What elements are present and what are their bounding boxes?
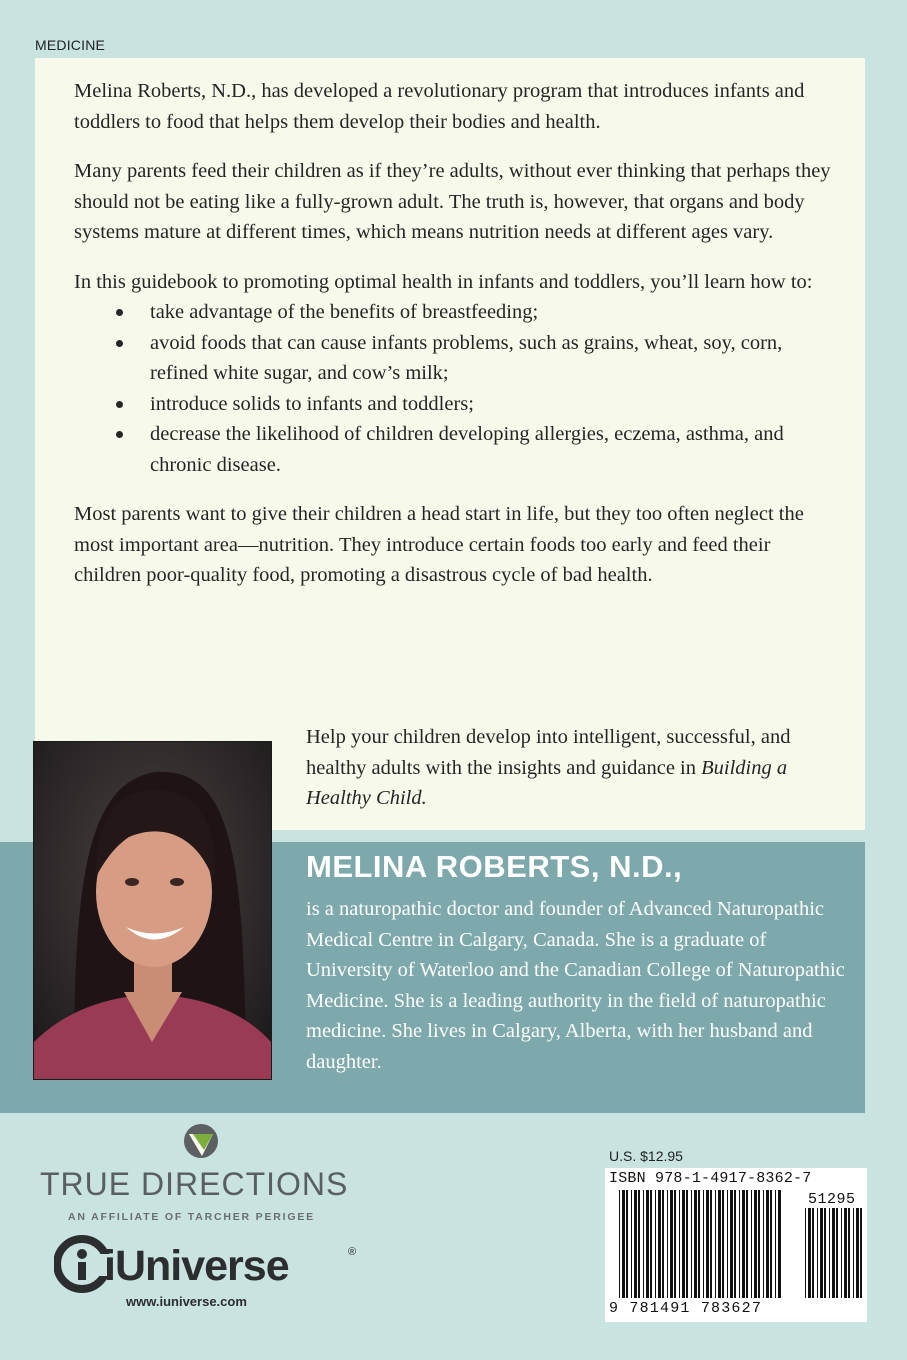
publisher-name: iUniverse xyxy=(104,1242,289,1290)
barcode-bar xyxy=(812,1208,814,1298)
true-directions-logo-icon xyxy=(182,1122,220,1160)
barcode-bar xyxy=(841,1208,842,1298)
barcode-bar xyxy=(715,1190,716,1298)
barcode-bar xyxy=(722,1190,724,1298)
barcode-bar xyxy=(805,1208,806,1298)
barcode-bar xyxy=(706,1190,709,1298)
registered-mark: ® xyxy=(348,1246,357,1258)
ean-number: 9 781491 783627 xyxy=(609,1300,763,1317)
barcode-bar xyxy=(754,1190,757,1298)
addon-number: 51295 xyxy=(808,1191,856,1208)
barcode-bar xyxy=(820,1208,823,1298)
barcode-bar xyxy=(751,1190,752,1298)
closing-paragraph xyxy=(306,722,846,814)
author-photo xyxy=(33,741,272,1080)
publisher-url[interactable]: www.iuniverse.com xyxy=(126,1294,247,1309)
barcode-bar xyxy=(698,1190,700,1298)
barcode-bar xyxy=(775,1190,776,1298)
barcode-bar xyxy=(836,1208,838,1298)
learn-how-paragraph: In this guidebook to promoting optimal health in infants and toddlers, you’ll learn how to: xyxy=(74,270,813,293)
barcode-bar xyxy=(646,1190,649,1298)
barcode-bar xyxy=(763,1190,764,1298)
description-body xyxy=(74,76,834,610)
barcode-bar xyxy=(856,1208,859,1298)
barcode-bar xyxy=(742,1190,745,1298)
barcode-bar xyxy=(631,1190,632,1298)
barcode-bar xyxy=(718,1190,721,1298)
barcode-bar xyxy=(634,1190,637,1298)
list-item: introduce solids to infants and toddlers; xyxy=(116,389,834,420)
parents-paragraph: Many parents feed their children as if they’re adults, without ever thinking that perhaps they should not be eating like a fully-grown adult. The truth is, however, that organs and body systems mature at different times, which means nutrition needs at different ages vary. xyxy=(74,160,831,243)
barcode-bar xyxy=(734,1190,736,1298)
barcode-bar xyxy=(778,1190,781,1298)
list-item: take advantage of the benefits of breastfeeding; xyxy=(116,297,834,328)
barcode-bar xyxy=(655,1190,656,1298)
barcode-bar xyxy=(829,1208,830,1298)
barcode-bar xyxy=(727,1190,728,1298)
barcode xyxy=(605,1168,867,1322)
barcode-bar xyxy=(703,1190,704,1298)
isbn-number: ISBN 978-1-4917-8362-7 xyxy=(609,1170,812,1187)
imprint-affiliate: AN AFFILIATE OF TARCHER PERIGEE xyxy=(68,1211,315,1223)
barcode-bar xyxy=(860,1208,862,1298)
barcode-bar xyxy=(650,1190,652,1298)
barcode-bar xyxy=(710,1190,712,1298)
barcode-bar xyxy=(766,1190,769,1298)
learn-list xyxy=(74,297,834,480)
barcode-bar xyxy=(853,1208,854,1298)
barcode-bar xyxy=(682,1190,685,1298)
publisher-logos xyxy=(40,1122,370,1322)
barcode-bar xyxy=(667,1190,668,1298)
barcode-bar xyxy=(694,1190,697,1298)
barcode-bar xyxy=(844,1208,847,1298)
imprint-name: TRUE DIRECTIONS xyxy=(40,1166,349,1202)
barcode-bar xyxy=(662,1190,664,1298)
barcode-bar xyxy=(730,1190,733,1298)
head-start-paragraph: Most parents want to give their children a head start in life, but they too often neglect the most important area—nutrition. They introduce certain foods too early and feed their children poor-quality food, promoting a disastrous cycle of bad health. xyxy=(74,503,804,586)
barcode-bar xyxy=(832,1208,835,1298)
barcode-bar xyxy=(746,1190,748,1298)
category-label: MEDICINE xyxy=(35,37,106,53)
barcode-bar xyxy=(808,1208,811,1298)
barcode-bar xyxy=(622,1190,625,1298)
author-name: MELINA ROBERTS, N.D., xyxy=(306,849,683,884)
list-item: decrease the likelihood of children developing allergies, eczema, asthma, and chronic disease. xyxy=(116,419,834,480)
list-item: avoid foods that can cause infants problems, such as grains, wheat, soy, corn, refined white sugar, and cow’s milk; xyxy=(116,328,834,389)
barcode-bar xyxy=(679,1190,680,1298)
barcode-bar xyxy=(619,1190,620,1298)
barcode-bar xyxy=(643,1190,644,1298)
barcode-bar xyxy=(670,1190,673,1298)
barcode-bar xyxy=(817,1208,818,1298)
price: U.S. $12.95 xyxy=(609,1148,683,1164)
intro-paragraph: Melina Roberts, N.D., has developed a revolutionary program that introduces infants and toddlers to food that helps them develop their bodies and health. xyxy=(74,80,805,133)
barcode-bar xyxy=(691,1190,692,1298)
book-title: Building a Healthy Child. xyxy=(306,756,788,809)
author-bio: is a naturopathic doctor and founder of Advanced Naturopathic Medical Centre in Calgary, Canada. She is a graduate of University of Waterloo and the Canadian College of Naturopathic Medicine. She is a leading authority in the field of naturopathic medicine. She lives in Calgary, Alberta, with her husband and daughter. xyxy=(306,898,845,1073)
barcode-bar xyxy=(658,1190,661,1298)
closing-text: Help your children develop into intelligent, successful, and healthy adults with the insights and guidance in xyxy=(306,726,791,779)
barcode-bar xyxy=(638,1190,640,1298)
barcode-bar xyxy=(674,1190,676,1298)
barcode-bar xyxy=(739,1190,740,1298)
barcode-bar xyxy=(824,1208,826,1298)
barcode-bar xyxy=(626,1190,628,1298)
iuniverse-logo-icon xyxy=(54,1234,110,1294)
barcode-bar xyxy=(758,1190,760,1298)
barcode-bar xyxy=(770,1190,772,1298)
barcode-bar xyxy=(848,1208,850,1298)
barcode-bar xyxy=(686,1190,688,1298)
